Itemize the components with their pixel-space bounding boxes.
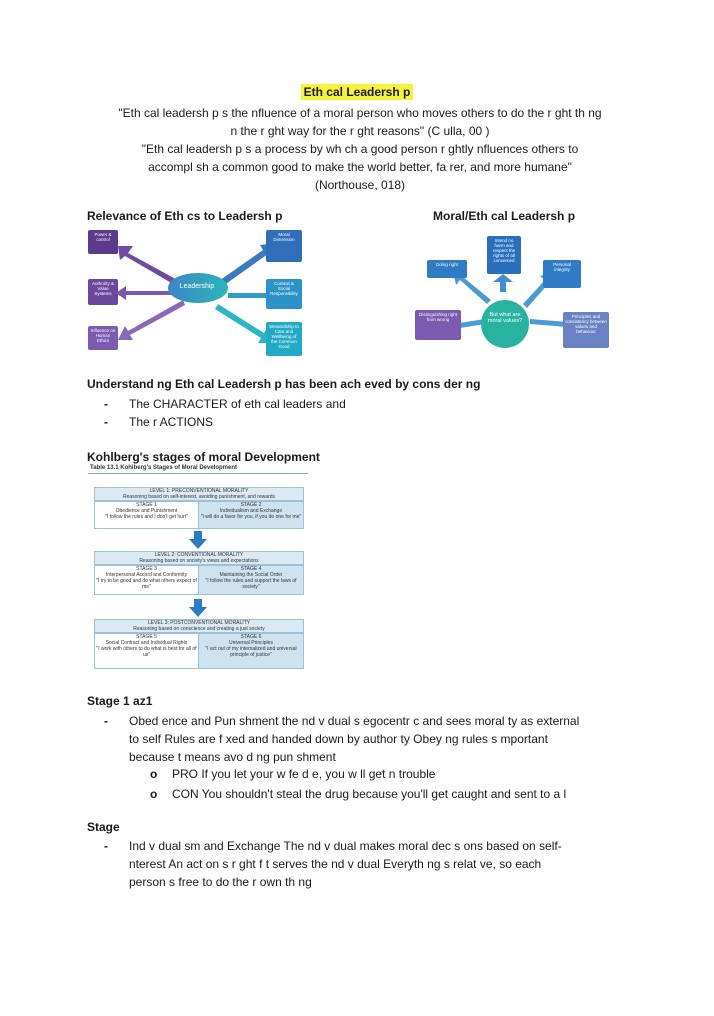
level-header: LEVEL 2: CONVENTIONAL MORALITY Reasoning based on society's views and expectations xyxy=(94,551,304,565)
leadership-node: Moral Dimension xyxy=(266,230,302,262)
sub-bullet-text: PRO If you let your w fe d e, you w ll get n trouble xyxy=(172,767,436,781)
list-item xyxy=(104,712,664,766)
quote-line: "Eth cal leadersh p s a process by wh ch a good person r ghtly nfluences others to xyxy=(141,142,579,156)
heading-stage1: Stage 1 az1 xyxy=(87,694,153,708)
down-arrow-icon xyxy=(189,599,207,617)
stage-cell: STAGE 1 Obedience and Punishment "I follow the rules and I don't get hurt" xyxy=(94,501,199,529)
level-header: LEVEL 3: POSTCONVENTIONAL MORALITY Reasoning based on conscience and creating a just society xyxy=(94,619,304,633)
moral-node: Distinguishing right from wrong xyxy=(415,310,461,340)
bullet-dash: - xyxy=(104,714,108,728)
bullet-text: to self Rules are f xed and handed down by author ty Obey ng rules s mportant xyxy=(129,732,548,746)
heading-moral: Moral/Eth cal Leadersh p xyxy=(433,209,576,223)
heading-kohlberg: Kohlberg's stages of moral Development xyxy=(87,450,320,464)
bullet-text: Obed ence and Pun shment the nd v dual s egocentr c and sees moral ty as external xyxy=(129,714,580,728)
leadership-node: Power & control xyxy=(88,230,118,254)
moral-node: Intend no harm and respect the rights of all concerned xyxy=(487,236,521,274)
moral-node: Doing right xyxy=(427,260,467,278)
moral-center-label: But what are moral values? xyxy=(487,312,523,324)
heading-stage: Stage xyxy=(87,820,120,834)
bullet-dash: - xyxy=(104,397,108,411)
moral-values-diagram xyxy=(415,232,640,360)
stage-cell: STAGE 6 Universal Principles "I act out of my internalized and universal principle of justice" xyxy=(198,633,304,669)
bullet-text: The r ACTIONS xyxy=(129,415,214,429)
moral-node: Personal integrity xyxy=(543,260,581,288)
sub-bullet-text: CON You shouldn't steal the drug because you'll get caught and sent to a l xyxy=(172,787,567,801)
leadership-node: Authority & Value Systems xyxy=(88,279,118,305)
leadership-node: Influence on Human Ethics xyxy=(88,326,118,350)
moral-node: Principles and consistency between values and behaviour xyxy=(563,312,609,348)
bullet-text: person s free to do the r own th ng xyxy=(129,875,312,889)
leadership-node: Stewardship to Care and Wellbeing of the Common Good xyxy=(266,322,302,356)
quote-line: accompl sh a common good to make the world better, fa rer, and more humane" xyxy=(148,160,572,174)
quote-line: "Eth cal leadersh p s the nfluence of a moral person who moves others to do the r ght th ng xyxy=(118,106,602,120)
heading-relevance: Relevance of Eth cs to Leadersh p xyxy=(87,209,283,223)
bullet-text: because t means avo d ng pun shment xyxy=(129,750,336,764)
quote-line: n the r ght way for the r ght reasons" (C ulla, 00 ) xyxy=(230,124,490,138)
stage-cell: STAGE 2 Individualism and Exchange "I will do a favor for you, if you do one for me" xyxy=(198,501,304,529)
circle-bullet-icon: o xyxy=(150,787,158,801)
stage-cell: STAGE 3 Interpersonal Accord and Conformity "I try to be good and do what others expect of me" xyxy=(94,565,199,595)
list-item xyxy=(104,837,664,891)
quote-line: (Northouse, 018) xyxy=(314,178,406,192)
quote-northouse xyxy=(80,140,640,194)
heading-understanding: Understand ng Eth cal Leadersh p has been ach eved by cons der ng xyxy=(87,377,481,391)
leadership-node: Context & Social Responsibility xyxy=(266,279,302,309)
down-arrow-icon xyxy=(189,531,207,549)
circle-bullet-icon: o xyxy=(150,767,158,781)
bullet-text: Ind v dual sm and Exchange The nd v dual makes moral dec s ons based on self- xyxy=(129,839,562,853)
level-header: LEVEL 1: PRECONVENTIONAL MORALITY Reasoning based on self-interest, avoiding punishment, and rewards xyxy=(94,487,304,501)
bullet-dash: - xyxy=(104,839,108,853)
kohlberg-table xyxy=(88,465,308,670)
page-title: Eth cal Leadersh p xyxy=(301,84,414,100)
table-caption: Table 13.1 Kohlberg's Stages of Moral Development xyxy=(90,465,238,471)
bullet-text: nterest An act on s r ght f t serves the nd v dual Everyth ng s relat ve, so each xyxy=(129,857,542,871)
leadership-center-label: Leadership xyxy=(179,283,215,290)
bullet-text: The CHARACTER of eth cal leaders and xyxy=(129,397,346,411)
leadership-diagram xyxy=(88,228,308,358)
quote-ciulla xyxy=(80,104,640,140)
stage-cell: STAGE 5 Social Contract and Individual Rights "I work with others to do what is best for all of us" xyxy=(94,633,199,669)
bullet-dash: - xyxy=(104,415,108,429)
stage-cell: STAGE 4 Maintaining the Social Order "I follow the rules and support the laws of society" xyxy=(198,565,304,595)
